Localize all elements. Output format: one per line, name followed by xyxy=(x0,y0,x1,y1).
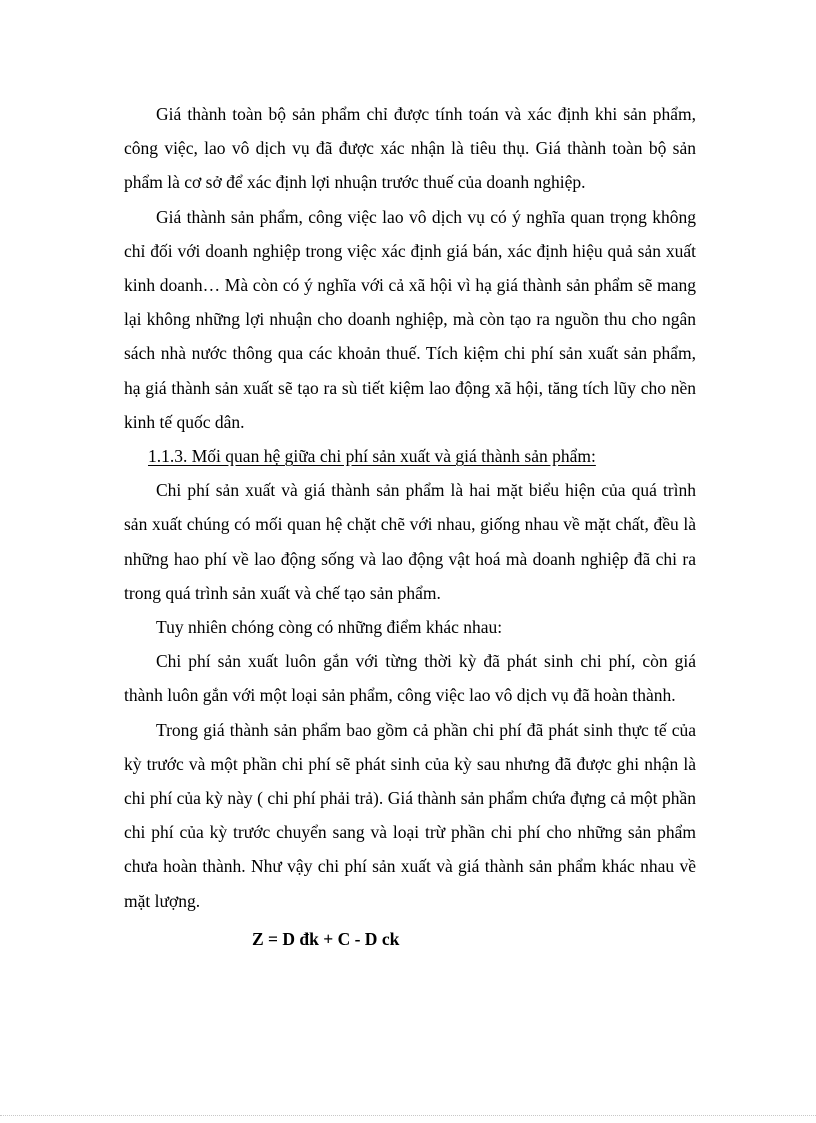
paragraph: Trong giá thành sản phẩm bao gồm cả phần chi phí đã phát sinh thực tế của kỳ trước và một phần chi phí sẽ phát sinh của kỳ sau nhưng đã được ghi nhận là chi phí của kỳ này ( chi phí phải trả). Giá thành sản phẩm chứa đựng cả một phần chi phí của kỳ trước chuyển sang và loại trừ phần chi phí cho những sản phẩm chưa hoàn thành. Như vậy chi phí sản xuất và giá thành sản phẩm khác nhau về mặt lượng. xyxy=(124,719,696,911)
paragraph: Chi phí sản xuất luôn gắn với từng thời kỳ đã phát sinh chi phí, còn giá thành luôn gắn với một loại sản phẩm, công việc lao vô dịch vụ đã hoàn thành. xyxy=(124,651,696,706)
formula: Z = D đk + C - D ck xyxy=(252,928,400,949)
paragraph: Chi phí sản xuất và giá thành sản phẩm là hai mặt biểu hiện của quá trình sản xuất chúng có mối quan hệ chặt chẽ với nhau, giống nhau về mặt chất, đều là những hao phí về lao động sống và lao động vật hoá mà doanh nghiệp đã chi ra trong quá trình sản xuất và chế tạo sản phẩm. xyxy=(124,480,696,603)
paragraph: Giá thành sản phẩm, công việc lao vô dịch vụ có ý nghĩa quan trọng không chỉ đối với doanh nghiệp trong việc xác định giá bán, xác định hiệu quả sản xuất kinh doanh… Mà còn có ý nghĩa với cả xã hội vì hạ giá thành sản phẩm sẽ mang lại không những lợi nhuận cho doanh nghiệp, mà còn tạo ra nguồn thu cho ngân sách nhà nước thông qua các khoản thuế. Tích kiệm chi phí sản xuất sản phẩm, hạ giá thành sản xuất sẽ tạo ra sù tiết kiệm lao động xã hội, tăng tích lũy cho nền kinh tế quốc dân. xyxy=(124,206,696,432)
section-heading: 1.1.3. Mối quan hệ giữa chi phí sản xuất và giá thành sản phẩm: xyxy=(148,446,596,467)
paragraph: Giá thành toàn bộ sản phẩm chỉ được tính toán và xác định khi sản phẩm, công việc, lao vô dịch vụ đã được xác nhận là tiêu thụ. Giá thành toàn bộ sản phẩm là cơ sở để xác định lợi nhuận trước thuế của doanh nghiệp. xyxy=(124,104,696,193)
page-bottom-divider xyxy=(0,1115,816,1116)
paragraph: Tuy nhiên chóng còng có những điểm khác nhau: xyxy=(156,617,503,638)
document-body xyxy=(124,97,696,956)
